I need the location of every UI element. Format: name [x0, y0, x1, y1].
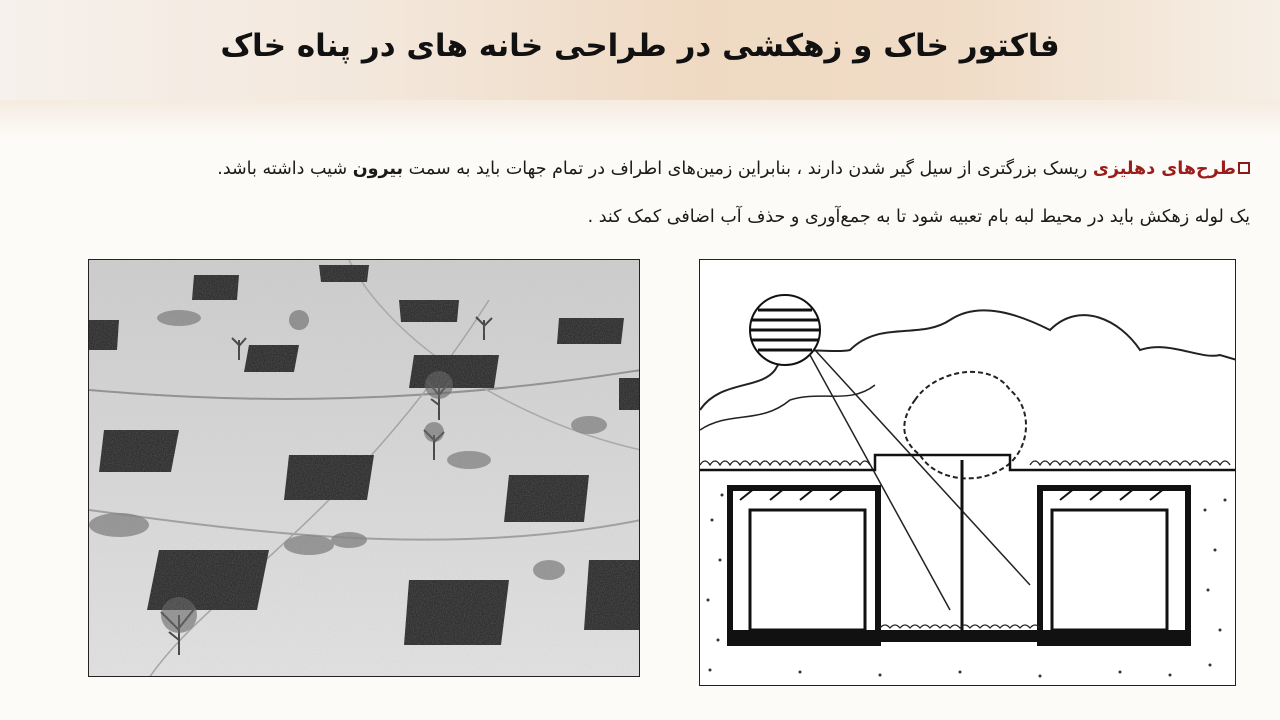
section-drawing	[699, 259, 1236, 686]
checkbox-bullet-icon	[1238, 162, 1250, 174]
sun-icon	[750, 295, 820, 365]
highlight-term: طرح‌های دهلیزی	[1092, 159, 1236, 179]
line1-text-a: ریسک بزرگتری از سیل گیر شدن دارند ، بنابراین زمین‌های اطراف در تمام جهات باید به سمت	[403, 159, 1093, 179]
paragraph-line-1	[78, 145, 1250, 193]
aerial-photo	[88, 259, 640, 677]
body-text	[78, 145, 1250, 241]
line1-text-b: شیب داشته باشد.	[217, 159, 353, 179]
paragraph-line-2: یک لوله زهکش باید در محیط لبه بام تعبیه شود تا به جمع‌آوری و حذف آب اضافی کمک کند .	[587, 207, 1250, 227]
slide-title: فاکتور خاک و زهکشی در طراحی خانه های در پناه خاک	[220, 28, 1060, 64]
line1-bold-word: بیرون	[352, 159, 404, 179]
